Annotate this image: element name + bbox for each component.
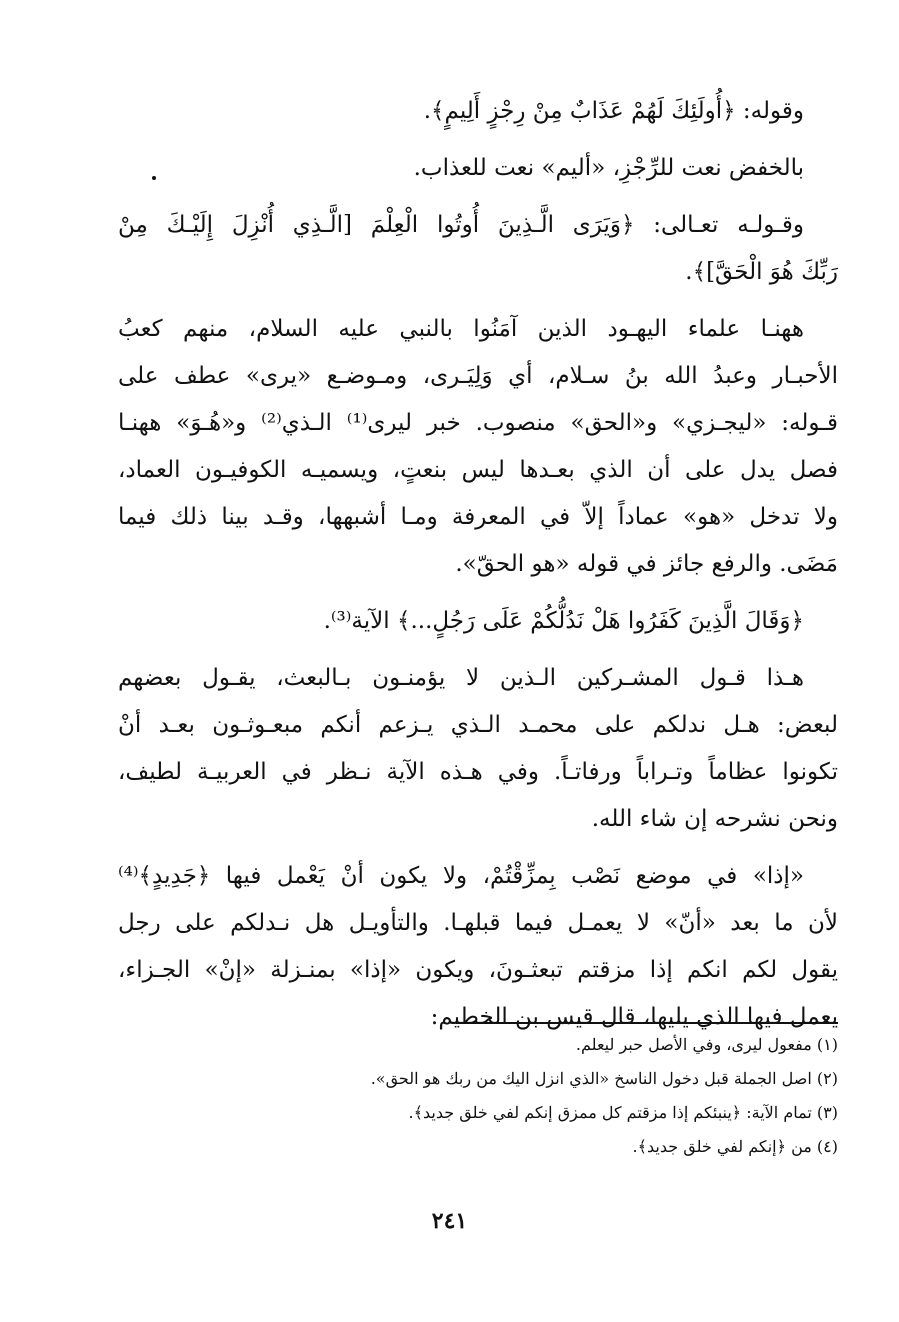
paragraph xyxy=(118,202,838,296)
text-line: الأحبـار وعبدُ الله بنُ سـلام، أي وَلِيَـرى، ومـوضـع «يرى» عطف على xyxy=(118,363,838,389)
text-line: يقول لكم انكم إذا مزقتم تبعثـونَ، ويكون «إذا» بمنـزلة «إنْ» الجـزاء، xyxy=(118,957,838,983)
text-line: تكونوا عظاماً وتـراباً ورفاتـاً. وفي هـذه الآية نـظر في العربيـة لطيف، xyxy=(118,759,838,785)
text-line: لبعض: هـل ندلكم على محمـد الـذي يـزعم أنكم مبعـوثـون بعـد أنْ xyxy=(118,712,838,738)
footnote-3: (٣) تمام الآية: ﴿ينبئكم إذا مزقتم كل ممزق إنكم لفي خلق جديد﴾. xyxy=(408,1103,838,1122)
text-line: فصل يدل على أن الذي بعـدها ليس بنعتٍ، ويسميـه الكوفيـون العماد، xyxy=(118,457,838,483)
paragraph xyxy=(118,853,838,1041)
main-text xyxy=(118,88,838,1041)
paragraph xyxy=(118,145,838,192)
text-line: وقـولـه تعـالى: ﴿وَيَرَى الَّـذِينَ أُوتُوا الْعِلْمَ [الَّـذِي أُنْزِلَ إِلَيْـكَ مِنْ xyxy=(118,212,804,238)
text-line: مَضَى. والرفع جائز في قوله «هو الحقّ». xyxy=(455,551,838,577)
footnote-2: (٢) اصل الجملة قبل دخول الناسخ «الذي انزل اليك من ربك هو الحق». xyxy=(370,1069,838,1088)
text-line: قـوله: «ليجـزي» و«الحق» منصوب. خبر ليرى⁽¹⁾ الـذي⁽²⁾ و«هُـوَ» ههنـا xyxy=(118,410,839,436)
paragraph xyxy=(118,598,838,645)
page-number: ٢٤١ xyxy=(431,1208,468,1234)
text-line: هـذا قـول المشـركين الـذين لا يؤمنـون بـالبعث، يقـول بعضهم xyxy=(118,665,804,691)
text-line: ههنـا علماء اليهـود الذين آمَنُوا بالنبي عليه السلام، منهم كعبُ xyxy=(118,316,804,342)
text-line: رَبِّكَ هُوَ الْحَقَّ]﴾. xyxy=(685,259,838,285)
text-line: بالخفض نعت للرِّجْزِ، «أليم» نعت للعذاب. xyxy=(413,155,804,181)
footnote-4: (٤) من ﴿إنكم لفي خلق جديد﴾. xyxy=(632,1137,838,1156)
text-line: ﴿وَقَالَ الَّذِينَ كَفَرُوا هَلْ نَدُلُّكُمْ عَلَى رَجُلٍ...﴾ الآية⁽³⁾. xyxy=(323,608,804,634)
text-line: وقوله: ﴿أُولَئِكَ لَهُمْ عَذَابٌ مِنْ رِجْزٍ أَلِيمٍ﴾. xyxy=(423,98,804,124)
paragraph xyxy=(118,655,838,843)
text-line: ونحن نشرحه إن شاء الله. xyxy=(591,806,838,832)
paragraph xyxy=(118,306,838,588)
footnote-separator xyxy=(456,1022,838,1024)
text-line: ولا تدخل «هو» عماداً إلاّ في المعرفة ومـا أشبهها، وقـد بينا ذلك فيما xyxy=(118,504,838,530)
text-line: يعمل فيها الذي يليها، قال قيس بن الخطيم: xyxy=(430,1004,838,1030)
paragraph xyxy=(118,88,838,135)
text-line: لأن ما بعد «أنّ» لا يعمـل فيما قبلهـا. والتأويـل هل نـدلكم على رجل xyxy=(118,910,838,936)
footnote-1: (١) مفعول ليرى، وفي الأصل حبر ليعلم. xyxy=(575,1035,838,1054)
text-line: «إذا» في موضع نَصْب بِمزِّقْتُمْ، ولا يكون أنْ يَعْمل فيها ﴿جَدِيدٍ﴾⁽⁴⁾ xyxy=(118,863,804,889)
footnotes xyxy=(300,1028,838,1164)
